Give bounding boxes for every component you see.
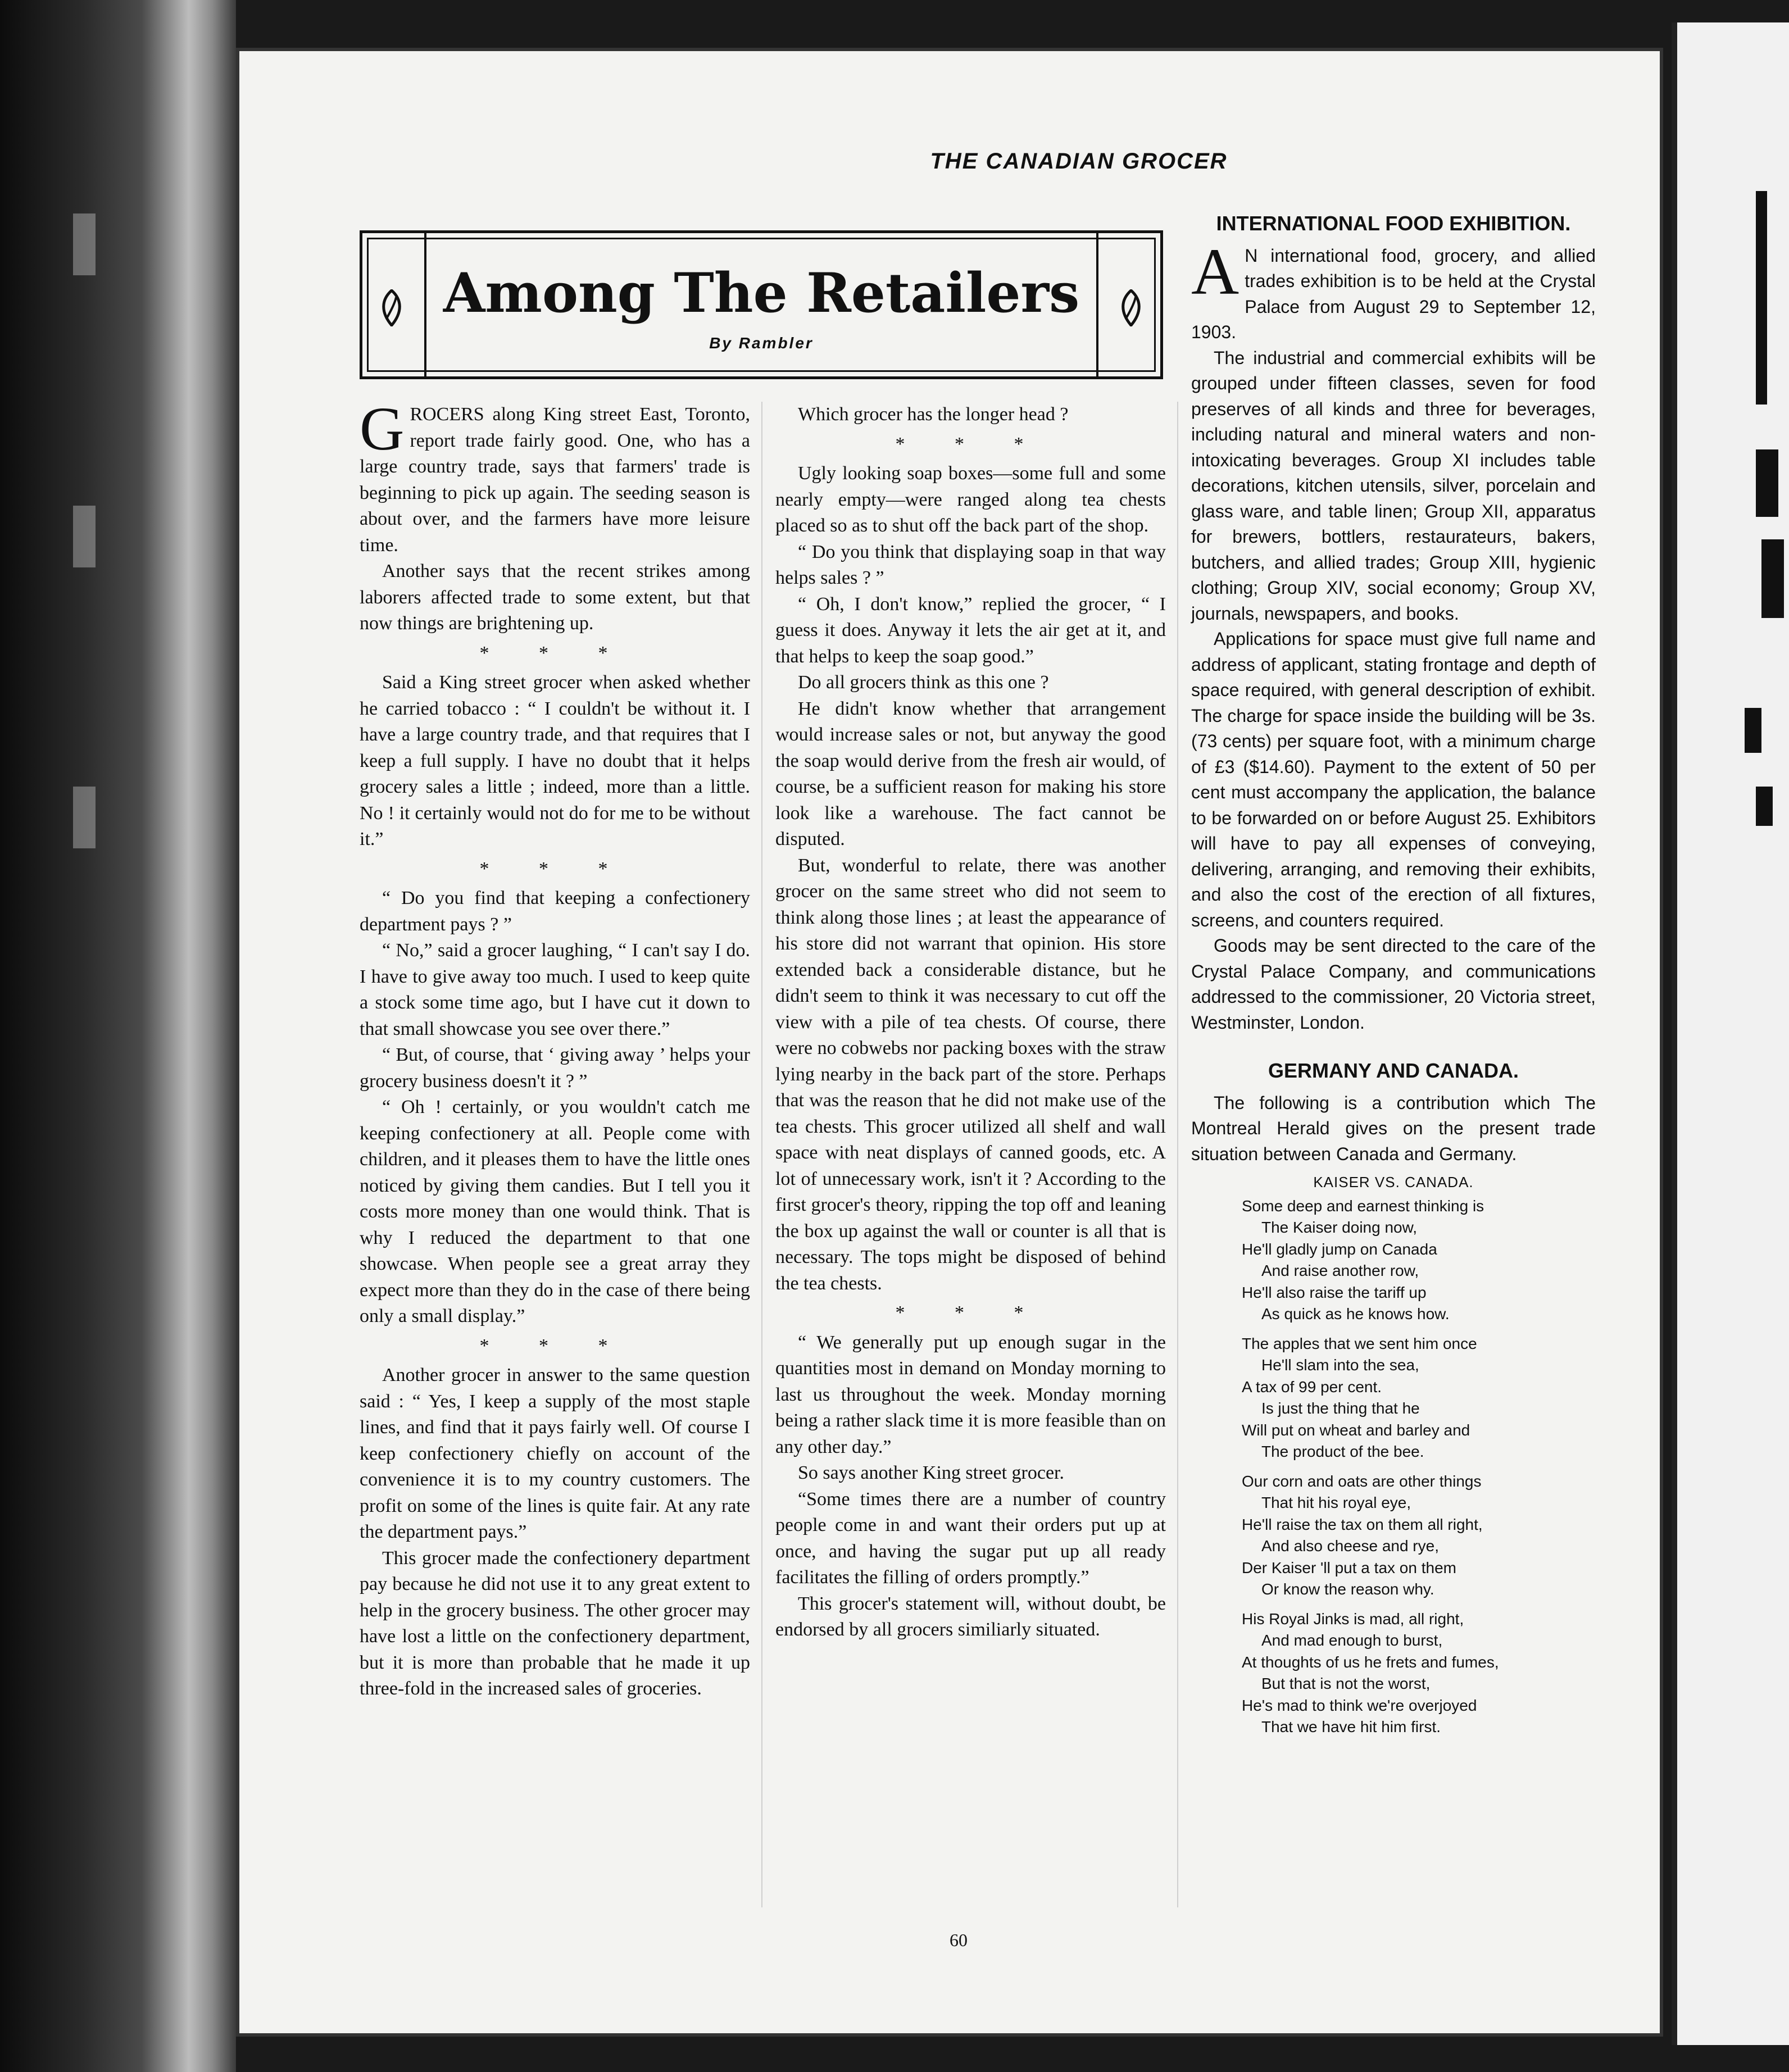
paragraph-text: N international food, grocery, and allied trades exhibition is to be held at the Crystal Palace from August 29 to September 12, 1903. [1191,245,1596,342]
paragraph [360,938,750,1042]
paragraph [360,1546,750,1702]
article-title: Among The Retailers [443,261,1080,325]
paragraph [775,539,1166,592]
paragraph [775,1330,1166,1461]
section-heading-exhibition: INTERNATIONAL FOOD EXHIBITION. [1216,212,1571,235]
paragraph-text: He didn't know whether that arrangement would increase sales or not, but anyway the good the soap would derive from the fresh air would, of course, be a sufficient reason for making his store look like a warehouse. The fact cannot be disputed. [775,698,1166,849]
section-heading-germany: GERMANY AND CANADA. [1268,1059,1519,1082]
paragraph [775,461,1166,539]
paragraph [775,402,1166,428]
paragraph [360,394,750,558]
poem-line: But that is not the worst, [1261,1675,1431,1692]
poem-line: A tax of 99 per cent. [1242,1378,1382,1396]
poem-line: Will put on wheat and barley and [1242,1421,1470,1439]
paragraph-text: Do all grocers think as this one ? [798,672,1049,693]
leaf-ornament-icon [379,289,404,326]
running-header: THE CANADIAN GROCER [930,149,1228,174]
poem-line: As quick as he knows how. [1261,1305,1450,1323]
poem-stanza [1191,1196,1596,1325]
paragraph-text: So says another King street grocer. [798,1462,1064,1483]
paragraph [360,558,750,637]
paragraph [775,670,1166,696]
paragraph-text: Another says that the recent strikes among laborers affected trade to some extent, but that now things are brightening up. [360,561,750,634]
article-column-1 [360,394,750,1702]
spine-fragment [73,213,96,275]
paragraph [360,1042,750,1094]
poem-line: Our corn and oats are other things [1242,1472,1482,1490]
poem-line: And also cheese and rye, [1261,1537,1439,1555]
paragraph-text: This grocer made the confectionery department pay because he did not use it to any great extent to help in the grocery business. The other grocer may have lost a little on the confectionery department, but it is more than probable that he made it up three-fold in the increased sales of groceries. [360,1547,750,1699]
section-divider-stars: * * * [895,1302,1046,1323]
paragraph-text: “ But, of course, that ‘ giving away ’ helps your grocery business doesn't it ? ” [360,1044,750,1092]
paragraph [1191,234,1596,346]
paragraph-text: “Some times there are a number of country people come in and want their orders put up at once, and having the sugar put up all ready facilitates the filling of orders promptly.” [775,1488,1166,1588]
paragraph-text: Applications for space must give full name and address of applicant, stating frontage and depth of space required, with general description of exhibit. The charge for space inside the building will be 3s. (73 cents) per square foot, with a minimum charge of £3 ($14.60). Payment to the extent of 50 per cent must accompany the application, the balance to be forwarded on or before August 25. Exhibitors will have to pay all expenses of conveying, delivering, arranging, and removing their exhibits, and also the cost of the erection of all fixtures, screens, and counters required. [1191,629,1596,930]
poem-line: That hit his royal eye, [1261,1494,1411,1511]
poem-line: He'll raise the tax on them all right, [1242,1515,1483,1533]
paragraph-text: “ Do you think that displaying soap in that way helps sales ? ” [775,541,1166,588]
paragraph-text: “ Do you find that keeping a confectionery department pays ? ” [360,888,750,935]
paragraph [1191,626,1596,933]
paragraph [775,1460,1166,1487]
column-rule [761,402,762,1907]
poem-stanza [1191,1471,1596,1601]
leaf-ornament-icon [1119,289,1143,326]
paragraph-text: Which grocer has the longer head ? [798,404,1069,425]
poem-line: And raise another row, [1261,1262,1419,1279]
poem-stanza [1191,1333,1596,1463]
spine-fragment [73,787,96,848]
paragraph-text: This grocer's statement will, without doubt, be endorsed by all grocers similiarly situated. [775,1593,1166,1640]
article-title-box [360,230,1163,379]
section-divider-stars: * * * [479,1335,630,1356]
paragraph-text: “ No,” said a grocer laughing, “ I can't say I do. I have to give away too much. I used to keep quite a stock some time ago, but I have cut it down to that small showcase you see over there.” [360,940,750,1039]
paragraph-text: But, wonderful to relate, there was another grocer on the same street who did not seem to think along those lines ; at least the appearance of his store did not warrant that opinion. His store extended back a considerable distance, but he didn't seem to think it was necessary to cut off the view with a pile of tea chests. Of course, there were no cobwebs nor packing boxes with the straw lying nearby in the back part of the store. Perhaps that was the reason that he did not make use of the tea chests. This grocer utilized all shelf and wall space with neat displays of canned goods, etc. A lot of unnecessary work, isn't it ? According to the first grocer's theory, ripping the top off and leaning the box up against the wall or counter is all that is necessary. The tops might be disposed of behind the tea chests. [775,855,1166,1294]
paragraph [1191,346,1596,627]
paragraph [775,592,1166,670]
paragraph [775,1591,1166,1643]
paragraph [360,1094,750,1330]
poem-line: The product of the bee. [1261,1443,1424,1460]
poem-line: His Royal Jinks is mad, all right, [1242,1610,1464,1628]
poem-line: Or know the reason why. [1261,1580,1434,1598]
poem-line: He'll also raise the tariff up [1242,1283,1427,1301]
paragraph-text: “ Oh ! certainly, or you wouldn't catch me keeping confectionery at all. People come with children, and it pleases them to have the little ones noticed by giving them candies. But I tell you it costs more money than one would think. That is why I reduced the department to that one showcase. When people see a great array they expect more than they do in the case of there being only a small display.” [360,1097,750,1326]
article-byline: By Rambler [709,334,814,352]
page-number: 60 [950,1930,968,1950]
poem-line: Is just the thing that he [1261,1399,1420,1417]
germany-intro: The following is a contribution which The Montreal Herald gives on the present trade situation between Canada and Germany. [1191,1092,1596,1164]
paragraph [775,853,1166,1297]
paragraph-text: Ugly looking soap boxes—some full and some nearly empty—were ranged along tea chests placed so as to shut off the back part of the shop. [775,463,1166,536]
poem-title: KAISER VS. CANADA. [1313,1174,1474,1191]
poem-line: He'll slam into the sea, [1261,1356,1419,1374]
drop-cap: A [1191,234,1239,308]
article-column-3 [1191,211,1596,1746]
paragraph [775,1487,1166,1591]
section-divider-stars: * * * [895,433,1046,455]
paragraph-text: ROCERS along King street East, Toronto, report trade fairly good. One, who has a large country trade, says that farmers' trade is beginning to pick up again. The seeding season is about over, and the farmers have more leisure time. [360,404,750,556]
spine-fragment [73,506,96,567]
poem-line: And mad enough to burst, [1261,1632,1443,1649]
column-rule [1177,402,1178,1907]
poem-line: That we have hit him first. [1261,1718,1441,1735]
poem-stanza [1191,1608,1596,1738]
poem-line: The apples that we sent him once [1242,1334,1477,1352]
paragraph-text: Goods may be sent directed to the care of the Crystal Palace Company, and communications addressed to the commissioner, 20 Victoria street, Westminster, London. [1191,935,1596,1033]
paragraph-text: Another grocer in answer to the same question said : “ Yes, I keep a supply of the most staple lines, and find that it pays fairly well. Of course I keep confectionery chiefly on account of the convenience it is to my country customers. The profit on some of the lines is quite fair. At any rate the department pays.” [360,1365,750,1542]
poem-line: He'll gladly jump on Canada [1242,1240,1437,1258]
paragraph-text: The industrial and commercial exhibits will be grouped under fifteen classes, seven for food preserves of all kinds and three for beverages, including natural and mineral waters and non-intoxicating beverages. Group XI includes table decorations, kitchen utensils, silver, porcelain and glass ware, and table linen; Group XII, apparatus for brewers, bottlers, restaurateurs, bakers, butchers, and allied trades; Group XIII, hygienic clothing; Group XIV, social economy; Group XV, journals, newspapers, and books. [1191,347,1596,624]
poem-line: The Kaiser doing now, [1261,1219,1418,1236]
poem [1191,1171,1596,1738]
paragraph-text: Said a King street grocer when asked whether he carried tobacco : “ I couldn't be without it. I have a large country trade, and that requires that I keep a full supply. I have no doubt that it helps grocery sales a little ; indeed, more than a little. No ! it certainly would not do for me to be without it.” [360,672,750,849]
poem-line: He's mad to think we're overjoyed [1242,1696,1477,1714]
poem-line: Der Kaiser 'll put a tax on them [1242,1558,1456,1576]
paragraph [775,696,1166,853]
drop-cap: G [360,394,405,463]
book-spine-shadow [0,0,236,2072]
poem-line: Some deep and earnest thinking is [1242,1197,1484,1215]
paragraph-text: “ Oh, I don't know,” replied the grocer, “ I guess it does. Anyway it lets the air get at it, and that helps to keep the soap good.” [775,593,1166,667]
adjacent-page-edge [1672,22,1789,2045]
article-column-2 [775,402,1166,1643]
paragraph [1191,933,1596,1035]
section-divider-stars: * * * [479,858,630,879]
magazine-page [236,48,1663,2037]
paragraph [360,1362,750,1546]
section-divider-stars: * * * [479,642,630,664]
paragraph [360,670,750,853]
paragraph-text: “ We generally put up enough sugar in the quantities most in demand on Monday morning to last us throughout the week. Monday morning being a rather slack time it is more feasible than on any other day.” [775,1332,1166,1457]
poem-line: At thoughts of us he frets and fumes, [1242,1653,1499,1671]
paragraph [360,885,750,938]
